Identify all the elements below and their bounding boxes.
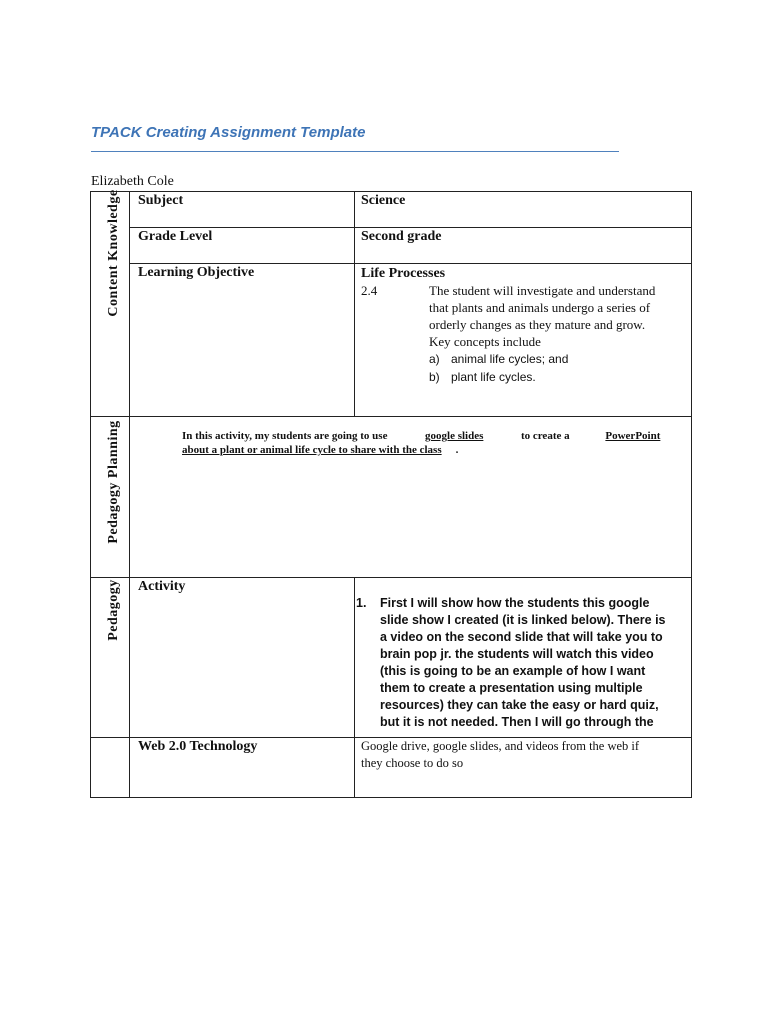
- web-technology-value: [361, 738, 681, 772]
- title-rule: [91, 151, 619, 152]
- table-border-right: [691, 191, 692, 798]
- product-blank: PowerPoint: [605, 430, 661, 442]
- sol-line: that plants and animals undergo a series of: [429, 300, 651, 315]
- sol-number: 2.4: [361, 283, 378, 298]
- tool-blank: google slides: [425, 430, 484, 442]
- section-divider: [90, 416, 692, 417]
- web-technology-label: Web 2.0 Technology: [138, 739, 258, 754]
- activity-text: [380, 595, 680, 735]
- activity-line: First I will show how the students this google: [380, 596, 650, 610]
- activity-line: slide show I created (it is linked below). There is: [380, 613, 666, 627]
- subject-label: Subject: [138, 193, 184, 208]
- document-title: TPACK Creating Assignment Template: [91, 124, 366, 141]
- sol-line: orderly changes as they mature and grow.: [429, 317, 646, 332]
- activity-step-number: 1.: [356, 596, 367, 610]
- value-column-divider: [354, 577, 355, 798]
- technology-line: they choose to do so: [361, 756, 464, 770]
- list-item: b) plant life cycles.: [429, 370, 536, 384]
- value-column-divider: [354, 191, 355, 417]
- sol-line: Key concepts include: [429, 334, 541, 349]
- learning-objective-value: [361, 265, 691, 386]
- sol-line: The student will investigate and understand: [429, 283, 656, 298]
- planning-sentence: In this activity, my students are going to use google slides to create a PowerPoint about a plant or animal life cycle to share with the class .: [182, 430, 661, 456]
- objective-title: Life Processes: [361, 266, 446, 281]
- activity-line: resources) they can take the easy or hard quiz,: [380, 698, 659, 712]
- activity-line: them to create a presentation using multiple: [380, 681, 643, 695]
- activity-line: a video on the second slide that will take you to: [380, 630, 663, 644]
- activity-line: but it is not needed. Then I will go through the: [380, 715, 654, 729]
- activity-label: Activity: [138, 579, 186, 594]
- section-column-divider: [129, 191, 130, 798]
- author-name: Elizabeth Cole: [91, 174, 174, 189]
- table-border-left: [90, 191, 91, 798]
- table-border-bottom: [90, 797, 692, 798]
- section-label-pedagogy-planning: Pedagogy Planning: [106, 420, 121, 544]
- subject-value: Science: [361, 193, 406, 208]
- grade-level-label: Grade Level: [138, 229, 213, 244]
- activity-line: brain pop jr. the students will watch this video: [380, 647, 654, 661]
- table-border-top: [90, 191, 692, 192]
- technology-line: Google drive, google slides, and videos from the web if: [361, 739, 640, 753]
- row-divider: [129, 263, 692, 264]
- activity-line: (this is going to be an example of how I want: [380, 664, 646, 678]
- learning-objective-label: Learning Objective: [138, 265, 255, 280]
- section-divider: [90, 577, 692, 578]
- key-concepts-list: [361, 350, 691, 386]
- topic-blank: about a plant or animal life cycle to share with the class: [182, 444, 442, 456]
- section-label-pedagogy: Pedagogy: [106, 579, 121, 641]
- grade-level-value: Second grade: [361, 229, 442, 244]
- list-item: a) animal life cycles; and: [429, 352, 569, 366]
- row-divider: [129, 227, 692, 228]
- tpack-table: [90, 191, 692, 798]
- section-label-content-knowledge: Content Knowledge: [106, 189, 121, 317]
